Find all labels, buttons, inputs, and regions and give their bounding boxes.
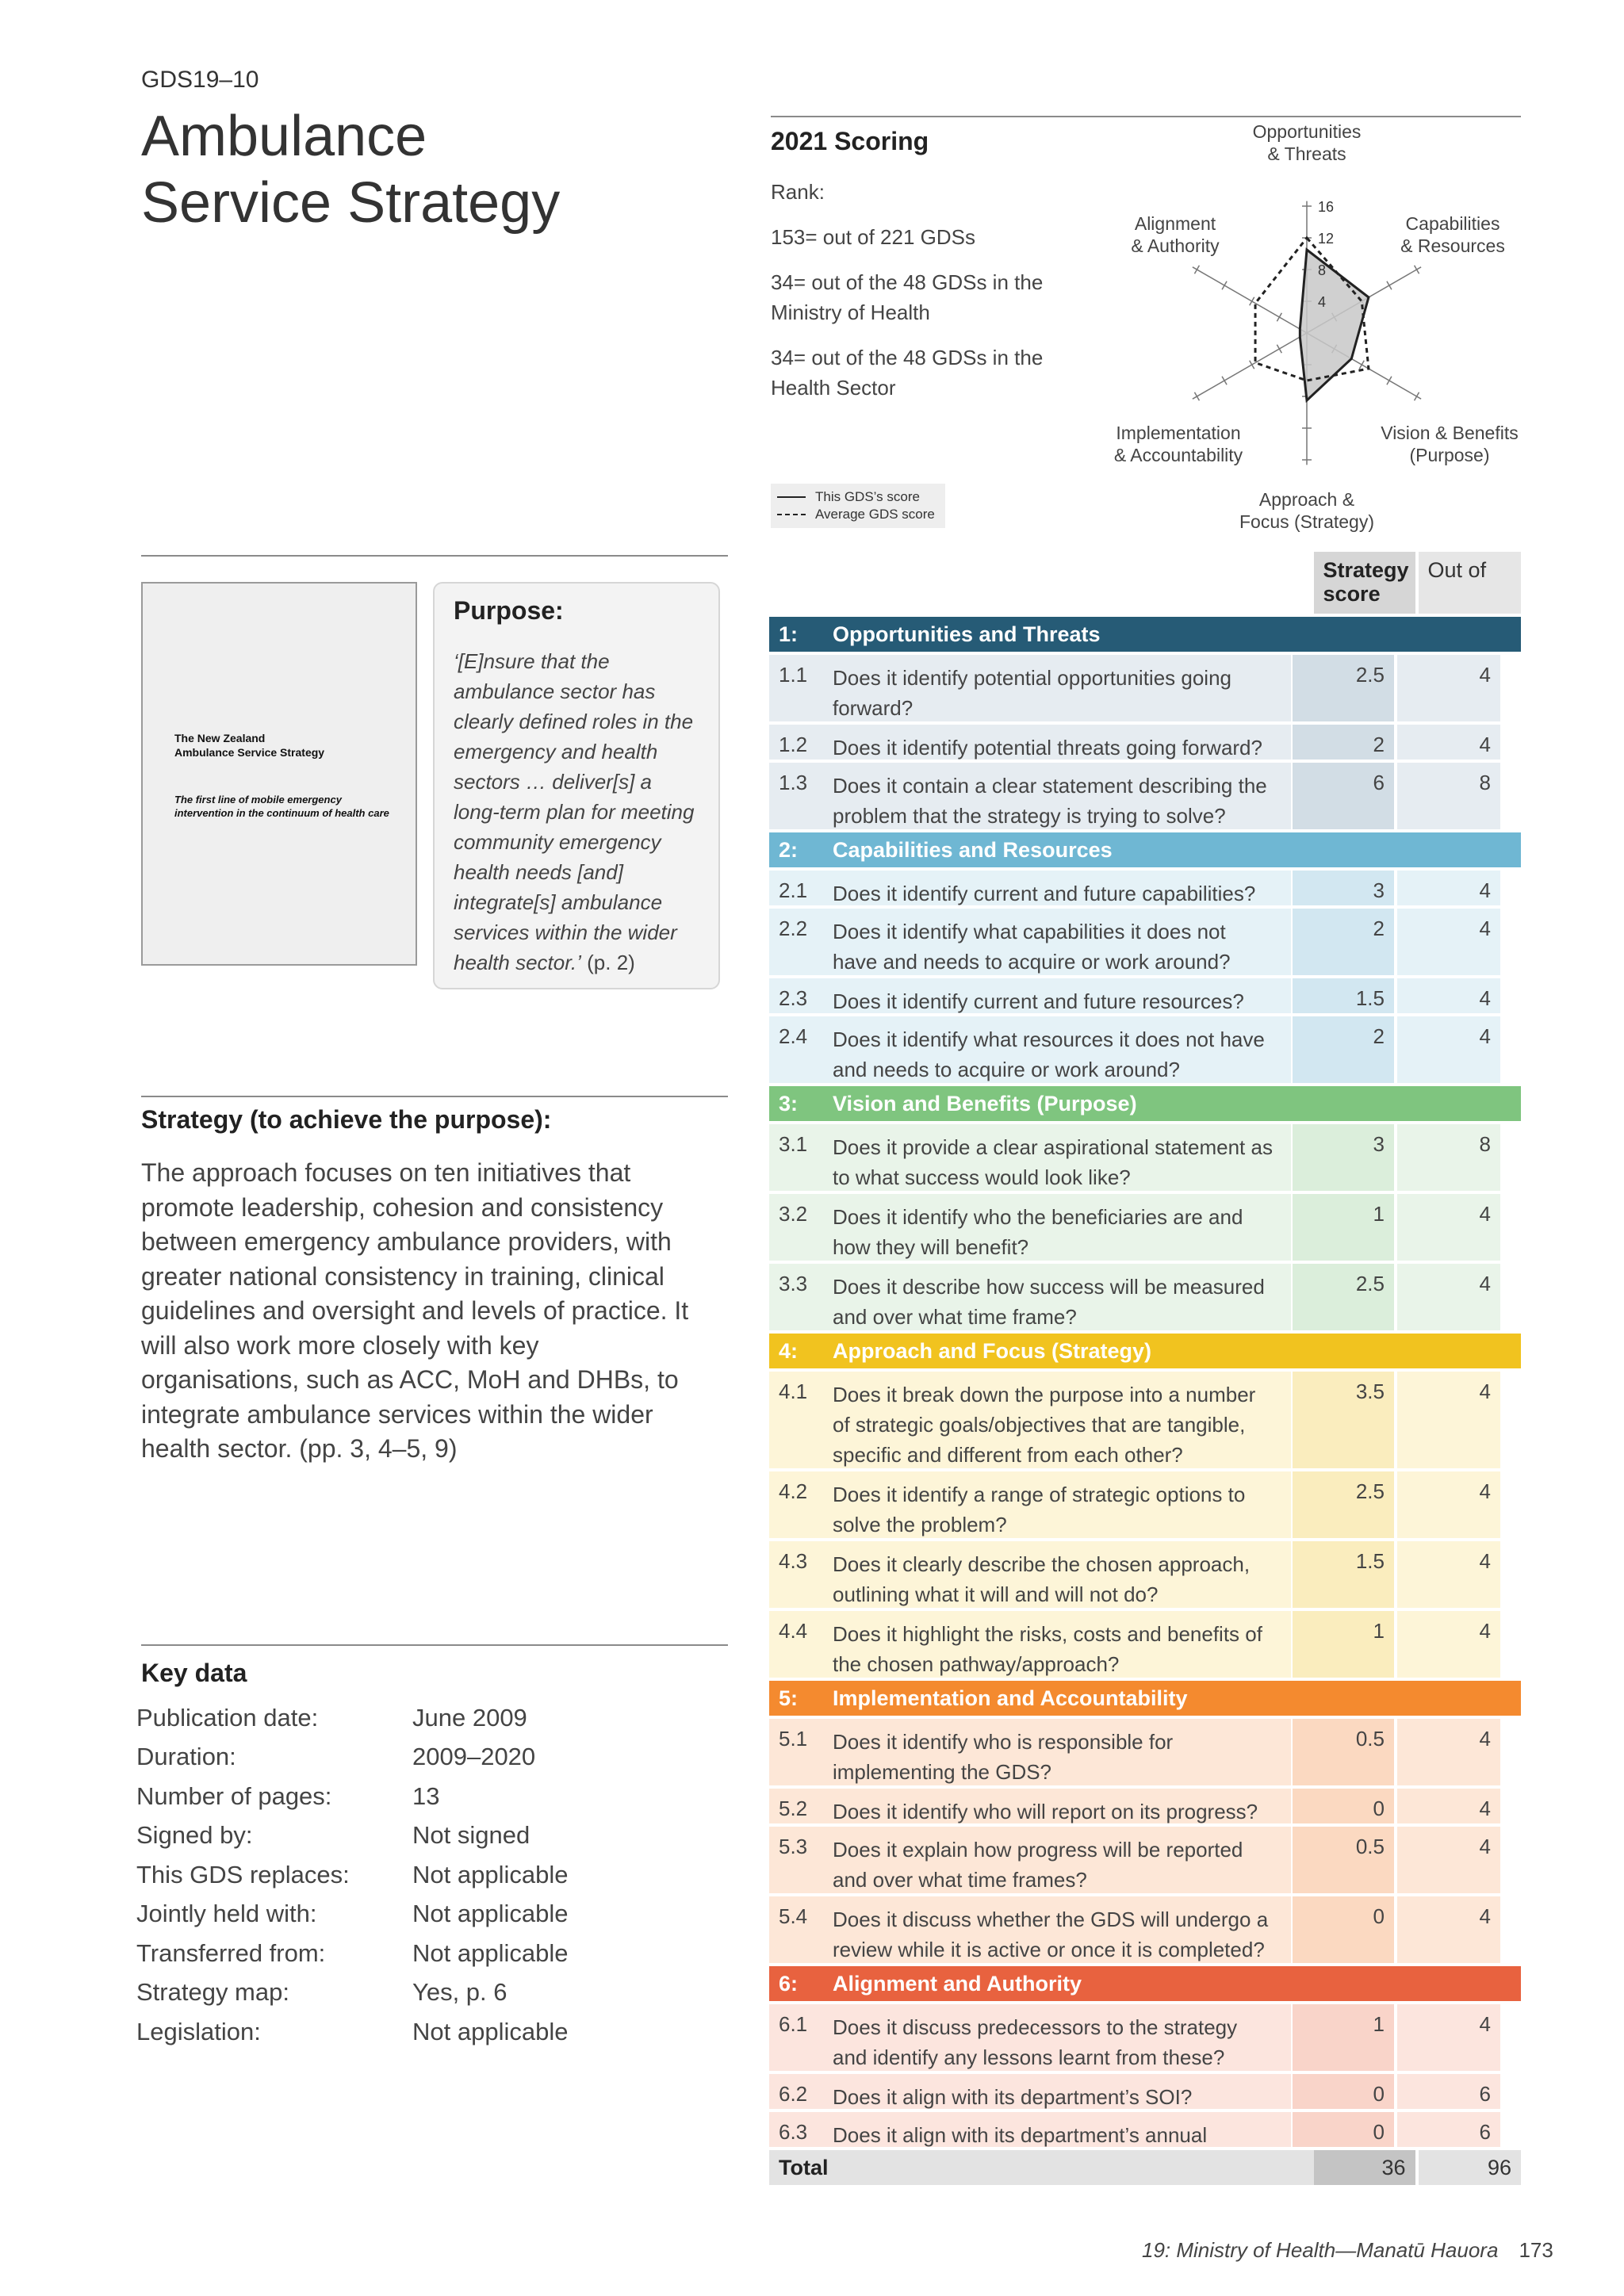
out-of-cell: 4 [1397,1264,1500,1330]
rank-label: Rank: [771,180,825,204]
purpose-reference: (p. 2) [580,951,635,974]
table-row [769,1016,1521,1083]
key-data-heading: Key data [141,1659,247,1687]
table-total-row [769,2150,1521,2185]
question-number: 2.2 [769,909,823,975]
footer-text: 19: Ministry of Health—Manatū Hauora [1142,2238,1499,2262]
radar-tick-mark [1194,266,1199,274]
radar-tick-mark [1222,281,1227,289]
question-text: Does it clearly describe the chosen approach, outlining what it will and will not do? [823,1541,1291,1608]
table-row [769,909,1521,975]
page-footer [1142,2238,1553,2263]
key-data-label: Strategy map: [136,1978,289,2007]
question-text: Does it highlight the risks, costs and benefits of the chosen pathway/approach? [823,1611,1291,1678]
radar-tick-mark [1277,313,1281,321]
radar-tick-mark [1415,266,1419,274]
table-row [769,725,1521,760]
question-text: Does it align with its department’s annual [823,2112,1291,2147]
legend-dashed-line [777,514,806,515]
key-data-value: 13 [412,1781,440,1810]
question-number: 2.4 [769,1016,823,1083]
question-text: Does it identify who the beneficiaries are and how they will benefit? [823,1194,1291,1261]
title-line-1: Ambulance [141,105,427,168]
strategy-score-cell: 6 [1293,763,1394,829]
title-line-2: Service Strategy [141,171,561,235]
question-text: Does it identify who will report on its progress? [823,1789,1291,1823]
question-text: Does it discuss whether the GDS will undergo a review while it is active or once it is completed? [823,1896,1291,1963]
radar-tick-label: 16 [1318,199,1335,215]
document-cover-thumbnail [141,582,417,966]
out-of-cell: 4 [1397,1194,1500,1261]
strategy-score-cell: 0.5 [1293,1827,1394,1893]
section-divider-key-data [141,1644,728,1646]
out-of-cell: 4 [1397,725,1500,760]
question-number: 4.4 [769,1611,823,1678]
table-row [769,978,1521,1013]
radar-tick-mark [1387,281,1392,289]
radar-axis-label: Opportunities [1252,121,1362,142]
legend-solid-line [777,496,806,498]
table-header [769,552,1521,614]
table-row [769,1471,1521,1538]
radar-tick-mark [1222,377,1227,385]
radar-tick-mark [1387,377,1392,385]
question-number: 3.2 [769,1194,823,1261]
strategy-score-cell: 1 [1293,1194,1394,1261]
section-number: 1: [779,622,799,646]
strategy-score-cell: 2 [1293,909,1394,975]
question-text: Does it identify potential threats going forward? [823,725,1291,760]
table-row [769,1827,1521,1893]
key-data-label: Legislation: [136,2017,261,2045]
question-text: Does it align with its department’s SOI? [823,2074,1291,2109]
strategy-score-cell: 0 [1293,1896,1394,1963]
radar-axis-label: Implementation [1116,423,1241,443]
question-text: Does it provide a clear aspirational statement as to what success would look like? [823,1124,1291,1191]
out-of-cell: 4 [1397,1372,1500,1468]
section-header-row [769,1334,1521,1368]
section-header-row [769,832,1521,867]
strategy-score-cell: 1 [1293,2004,1394,2071]
table-row [769,1789,1521,1823]
strategy-score-cell: 0.5 [1293,1719,1394,1785]
rank-overall: 153= out of 221 GDSs [771,225,976,249]
strategy-score-cell: 1.5 [1293,978,1394,1013]
out-of-cell: 4 [1397,909,1500,975]
question-number: 5.4 [769,1896,823,1963]
radar-tick-mark [1359,361,1364,369]
question-text: Does it identify potential opportunities going forward? [823,655,1291,721]
key-data-value: Not applicable [412,1938,569,1967]
question-number: 6.3 [769,2112,823,2147]
key-data-label: This GDS replaces: [136,1860,350,1888]
radar-axis-label: Approach & [1258,489,1355,510]
key-data-row [136,1816,707,1856]
out-of-cell: 4 [1397,1789,1500,1823]
section-divider-strategy [141,1096,728,1097]
key-data-list [136,1698,707,2052]
radar-tick-label: 8 [1318,262,1327,278]
purpose-quote: ‘[E]nsure that the ambulance sector has clearly defined roles in the emergency and health sectors … deliver[s] a long-term plan for meeting community emergency health needs [and] integrate[s] ambulance services within the wider health sector.’ [454,649,695,974]
key-data-row [136,1738,707,1777]
table-row [769,1719,1521,1785]
key-data-value: Yes, p. 6 [412,1978,508,2007]
scoring-divider [771,116,1521,117]
out-of-cell: 4 [1397,871,1500,905]
question-text: Does it contain a clear statement describing the problem that the strategy is trying to solve? [823,763,1291,829]
key-data-value: 2009–2020 [412,1743,536,1771]
radar-axis-label: & Threats [1267,144,1346,164]
section-divider-cover [141,555,728,557]
key-data-row [136,1973,707,2013]
out-of-cell: 4 [1397,978,1500,1013]
cover-title-line-2: Ambulance Service Strategy [174,746,325,759]
document-code: GDS19–10 [141,67,259,93]
radar-tick-mark [1250,361,1254,369]
key-data-value: Not applicable [412,2017,569,2045]
scoring-heading: 2021 Scoring [771,127,929,155]
question-text: Does it describe how success will be measured and over what time frame? [823,1264,1291,1330]
radar-tick-label: 4 [1318,294,1327,310]
radar-series-this-gds [1300,250,1369,400]
question-number: 1.1 [769,655,823,721]
question-text: Does it identify who is responsible for implementing the GDS? [823,1719,1291,1785]
table-row [769,763,1521,829]
radar-chart [1094,119,1538,539]
rank-ministry: 34= out of the 48 GDSs in the Ministry of Health [771,270,1044,324]
section-title: Implementation and Accountability [833,1686,1188,1710]
radar-axis-label: Vision & Benefits [1381,423,1519,443]
header-strategy-score: Strategy score [1314,552,1415,614]
radar-tick-mark [1250,297,1254,305]
radar-axis-label: Capabilities [1405,213,1500,234]
question-number: 2.3 [769,978,823,1013]
out-of-cell: 4 [1397,1896,1500,1963]
table-row [769,1194,1521,1261]
out-of-cell: 8 [1397,1124,1500,1191]
purpose-box [433,582,720,989]
strategy-score-cell: 2.5 [1293,1264,1394,1330]
table-row [769,1124,1521,1191]
strategy-score-cell: 1.5 [1293,1541,1394,1608]
key-data-row [136,1698,707,1738]
question-number: 5.1 [769,1719,823,1785]
radar-tick-mark [1415,392,1419,400]
question-number: 5.3 [769,1827,823,1893]
table-row [769,871,1521,905]
question-number: 4.2 [769,1471,823,1538]
out-of-cell: 4 [1397,1016,1500,1083]
key-data-row [136,1934,707,1973]
key-data-label: Jointly held with: [136,1900,317,1928]
total-score: 36 [1314,2150,1415,2185]
table-row [769,2004,1521,2071]
total-out-of: 96 [1419,2150,1521,2185]
strategy-score-cell: 0 [1293,1789,1394,1823]
key-data-value: June 2009 [412,1703,527,1732]
key-data-row [136,1855,707,1895]
strategy-score-cell: 0 [1293,2074,1394,2109]
cover-title [174,731,396,760]
key-data-label: Duration: [136,1743,236,1771]
table-row [769,1896,1521,1963]
question-text: Does it break down the purpose into a number of strategic goals/objectives that are tangible, specific and different from each other? [823,1372,1291,1468]
key-data-value: Not signed [412,1821,530,1850]
question-number: 1.2 [769,725,823,760]
strategy-score-cell: 3.5 [1293,1372,1394,1468]
radar-axis-label: (Purpose) [1409,445,1490,465]
scoring-summary [771,127,1104,418]
section-header-row [769,1086,1521,1121]
table-row [769,1611,1521,1678]
question-number: 3.1 [769,1124,823,1191]
question-number: 6.2 [769,2074,823,2109]
question-text: Does it identify what capabilities it does not have and needs to acquire or work around? [823,909,1291,975]
key-data-label: Signed by: [136,1821,253,1850]
total-label: Total [769,2150,1314,2185]
table-row [769,1264,1521,1330]
header-out-of: Out of [1419,552,1521,614]
strategy-score-cell: 3 [1293,1124,1394,1191]
table-row [769,1372,1521,1468]
section-number: 3: [779,1091,799,1115]
legend-average [777,506,939,523]
radar-axis [1193,333,1307,399]
out-of-cell: 4 [1397,1611,1500,1678]
key-data-value: Not applicable [412,1900,569,1928]
page-title [141,103,791,236]
out-of-cell: 4 [1397,1541,1500,1608]
strategy-score-cell: 3 [1293,871,1394,905]
scoring-table [769,552,1521,2185]
section-number: 2: [779,837,799,862]
question-number: 4.3 [769,1541,823,1608]
table-row [769,655,1521,721]
section-number: 5: [779,1686,799,1710]
section-title: Vision and Benefits (Purpose) [833,1091,1137,1115]
question-number: 4.1 [769,1372,823,1468]
strategy-score-cell: 2.5 [1293,655,1394,721]
radar-axis-label: & Authority [1131,235,1220,256]
radar-axis [1193,267,1307,333]
section-header-row [769,1966,1521,2001]
page-number: 173 [1519,2238,1553,2262]
strategy-score-cell: 2 [1293,725,1394,760]
radar-axis-label: Alignment [1134,213,1216,234]
radar-tick-label: 12 [1318,231,1335,247]
radar-axis-label: Focus (Strategy) [1239,511,1374,532]
chart-legend [771,484,945,528]
key-data-row [136,2012,707,2052]
question-number: 2.1 [769,871,823,905]
radar-axis-label: & Resources [1400,235,1505,256]
out-of-cell: 4 [1397,1827,1500,1893]
radar-tick-mark [1194,392,1199,400]
table-body [769,617,1521,2147]
cover-title-line-1: The New Zealand [174,732,266,744]
legend-this-score [777,488,939,506]
section-title: Capabilities and Resources [833,837,1113,862]
key-data-label: Transferred from: [136,1938,326,1967]
out-of-cell: 6 [1397,2112,1500,2147]
purpose-heading: Purpose: [454,596,564,625]
section-header-row [769,617,1521,652]
question-text: Does it explain how progress will be reported and over what time frames? [823,1827,1291,1893]
radar-tick-mark [1277,345,1281,353]
key-data-value: Not applicable [412,1860,569,1888]
strategy-score-cell: 1 [1293,1611,1394,1678]
key-data-label: Number of pages: [136,1781,332,1810]
out-of-cell: 4 [1397,2004,1500,2071]
key-data-label: Publication date: [136,1703,319,1732]
out-of-cell: 6 [1397,2074,1500,2109]
question-number: 1.3 [769,763,823,829]
purpose-text [454,646,699,978]
out-of-cell: 4 [1397,1471,1500,1538]
section-title: Approach and Focus (Strategy) [833,1338,1152,1363]
strategy-score-cell: 2 [1293,1016,1394,1083]
section-number: 4: [779,1338,799,1363]
strategy-score-cell: 0 [1293,2112,1394,2147]
out-of-cell: 4 [1397,1719,1500,1785]
table-row [769,2074,1521,2109]
question-text: Does it identify a range of strategic options to solve the problem? [823,1471,1291,1538]
strategy-heading: Strategy (to achieve the purpose): [141,1105,552,1134]
out-of-cell: 8 [1397,763,1500,829]
radar-axis-label: & Accountability [1113,445,1243,465]
out-of-cell: 4 [1397,655,1500,721]
question-number: 5.2 [769,1789,823,1823]
question-number: 3.3 [769,1264,823,1330]
key-data-row [136,1895,707,1934]
strategy-score-cell: 2.5 [1293,1471,1394,1538]
question-number: 6.1 [769,2004,823,2071]
legend-this-score-label: This GDS’s score [815,489,920,504]
section-title: Alignment and Authority [833,1971,1082,1996]
legend-average-label: Average GDS score [815,507,935,522]
question-text: Does it discuss predecessors to the strategy and identify any lessons learnt from these? [823,2004,1291,2071]
section-number: 6: [779,1971,799,1996]
question-text: Does it identify current and future resources? [823,978,1291,1013]
cover-subtitle: The first line of mobile emergency intervention in the continuum of health care [174,794,389,819]
table-row [769,2112,1521,2147]
rank-sector: 34= out of the 48 GDSs in the Health Sector [771,346,1044,400]
section-header-row [769,1681,1521,1716]
strategy-text: The approach focuses on ten initiatives that promote leadership, cohesion and consistency between emergency ambulance providers, with greater national consistency in training, clinical guidelines and oversight and levels of practice. It will also work more closely with key organisations, such as ACC, MoH and DHBs, to integrate ambulance services within the wider health sector. (pp. 3, 4–5, 9) [141,1158,689,1463]
table-row [769,1541,1521,1608]
question-text: Does it identify current and future capabilities? [823,871,1291,905]
key-data-row [136,1777,707,1816]
section-title: Opportunities and Threats [833,622,1101,646]
question-text: Does it identify what resources it does not have and needs to acquire or work around? [823,1016,1291,1083]
header-blank [769,552,1314,614]
